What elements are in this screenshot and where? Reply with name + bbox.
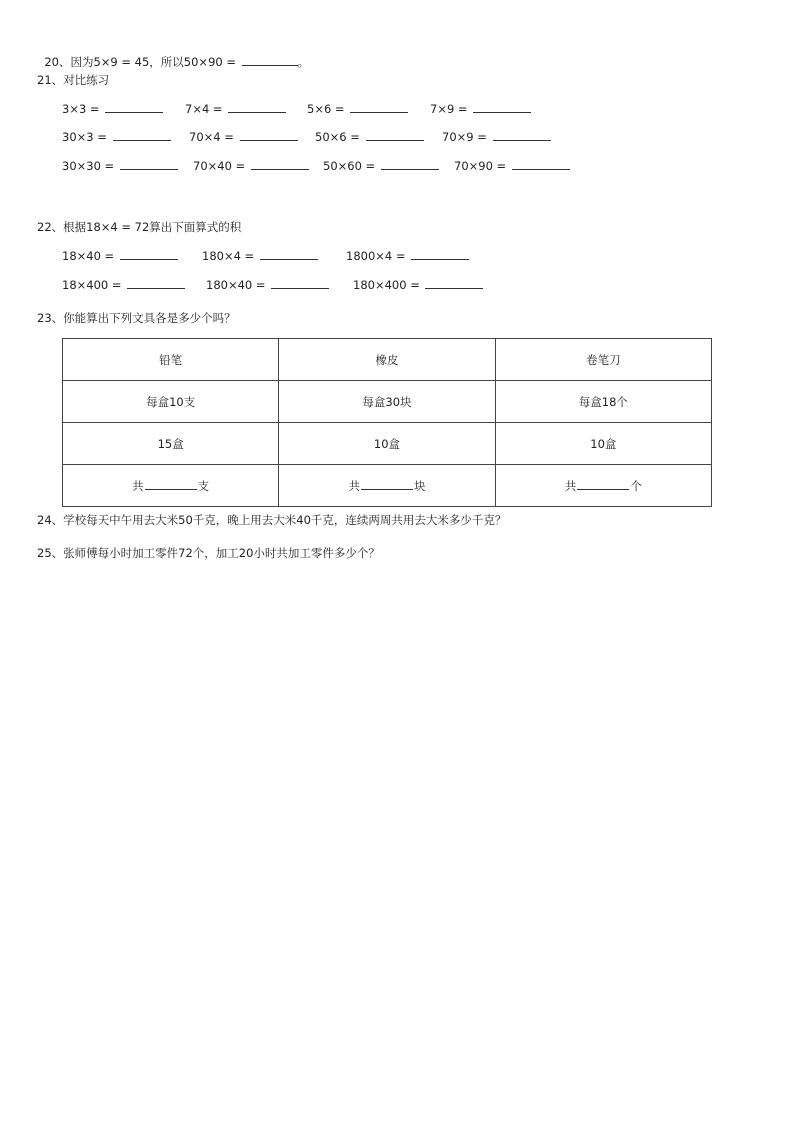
table-header-cell: 橡皮 [279,339,495,381]
question-20-prefix: 20、因为5×9 = 45，所以50×90 = [44,55,240,69]
table-cell: 每盒30块 [279,381,495,423]
answer-blank[interactable] [425,277,483,289]
answer-blank[interactable] [120,248,178,260]
question-25: 25、张师傅每小时加工零件72个，加工20小时共加工零件多少个？ [37,546,380,560]
total-prefix: 共 [348,478,360,493]
q21-item [62,158,178,174]
supplies-table [62,338,712,507]
answer-blank[interactable] [240,129,298,141]
answer-blank[interactable] [260,248,318,260]
table-cell: 15盒 [63,423,279,465]
answer-blank[interactable] [127,277,185,289]
answer-blank[interactable] [381,158,439,170]
table-row [63,423,712,465]
total-suffix: 支 [197,478,210,493]
answer-blank[interactable] [271,277,329,289]
expression: 50×6 = [315,130,364,144]
q21-item [307,101,408,117]
total-cell [63,465,279,507]
total-prefix: 共 [564,478,577,493]
expression: 18×40 = [62,249,118,263]
answer-blank[interactable] [113,129,171,141]
question-23-title: 23、你能算出下列文具各是多少个吗？ [37,311,236,325]
table-row [63,381,712,423]
expression: 7×4 = [185,102,227,116]
expression: 180×40 = [206,278,270,292]
answer-blank[interactable] [242,54,298,66]
total-cell [279,465,495,507]
table-cell: 10盒 [495,423,711,465]
q21-item [454,158,570,174]
expression: 70×9 = [442,130,491,144]
answer-blank[interactable] [145,478,197,490]
total-prefix: 共 [132,478,144,493]
answer-blank[interactable] [350,101,408,113]
question-20 [37,38,309,70]
table-cell: 10盒 [279,423,495,465]
expression: 180×4 = [202,249,258,263]
table-row [63,339,712,381]
expression: 30×30 = [62,159,118,173]
total-suffix: 个 [630,478,642,493]
expression: 18×400 = [62,278,126,292]
q22-item [206,277,329,293]
table-header-cell: 卷笔刀 [495,339,711,381]
answer-blank[interactable] [361,478,413,490]
total-cell [495,465,711,507]
question-24: 24、学校每天中午用去大米50千克，晚上用去大米40千克，连续两周共用去大米多少千克？ [37,513,507,527]
question-21-title: 21、对比练习 [37,73,110,87]
q22-item [346,248,469,264]
q21-item [189,129,298,145]
question-22-title: 22、根据18×4 = 72算出下面算式的积 [37,220,242,234]
expression: 1800×4 = [346,249,410,263]
q22-item [62,248,178,264]
answer-blank[interactable] [493,129,551,141]
q22-item [353,277,483,293]
expression: 3×3 = [62,102,104,116]
total-suffix: 块 [413,478,426,493]
q21-item [323,158,439,174]
q22-item [62,277,185,293]
answer-blank[interactable] [411,248,469,260]
expression: 180×400 = [353,278,424,292]
q21-item [442,129,551,145]
table-header-cell: 铅笔 [63,339,279,381]
q21-item [62,101,163,117]
expression: 5×6 = [307,102,349,116]
q21-item [62,129,171,145]
table-row [63,465,712,507]
expression: 70×40 = [193,159,249,173]
expression: 70×4 = [189,130,238,144]
answer-blank[interactable] [512,158,570,170]
answer-blank[interactable] [473,101,531,113]
answer-blank[interactable] [120,158,178,170]
q22-item [202,248,318,264]
q21-item [315,129,424,145]
expression: 30×3 = [62,130,111,144]
table-cell: 每盒18个 [495,381,711,423]
q21-item [185,101,286,117]
expression: 7×9 = [430,102,472,116]
expression: 70×90 = [454,159,510,173]
q21-item [193,158,309,174]
answer-blank[interactable] [228,101,286,113]
q21-item [430,101,531,117]
expression: 50×60 = [323,159,379,173]
answer-blank[interactable] [577,478,629,490]
table-cell: 每盒10支 [63,381,279,423]
question-20-suffix: 。 [297,55,310,69]
answer-blank[interactable] [105,101,163,113]
answer-blank[interactable] [251,158,309,170]
answer-blank[interactable] [366,129,424,141]
